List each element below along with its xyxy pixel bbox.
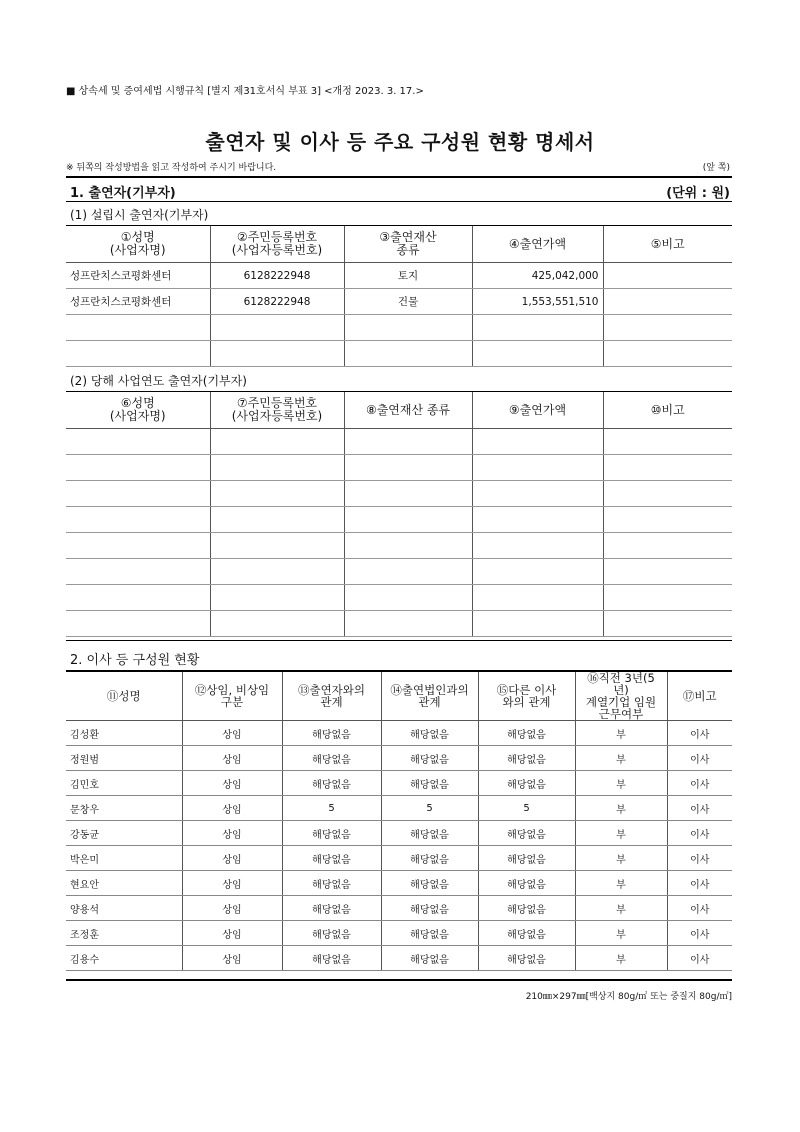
table-row bbox=[66, 796, 732, 821]
table-cell: 상임 bbox=[182, 946, 282, 971]
table-row bbox=[66, 429, 732, 455]
table-cell: 부 bbox=[575, 921, 667, 946]
table-cell bbox=[344, 315, 472, 341]
table-cell: 해당없음 bbox=[478, 871, 575, 896]
table-cell bbox=[210, 533, 344, 559]
table-cell: 5 bbox=[478, 796, 575, 821]
subsection1-title: (1) 설립시 출연자(기부자) bbox=[70, 208, 209, 222]
table-cell: 상임 bbox=[182, 846, 282, 871]
column-header: ③출연재산 종류 bbox=[344, 226, 472, 263]
table-cell bbox=[344, 507, 472, 533]
table-cell bbox=[344, 559, 472, 585]
table-cell: 해당없음 bbox=[282, 846, 381, 871]
table-row bbox=[66, 533, 732, 559]
table-cell: 박은미 bbox=[66, 846, 182, 871]
table-cell bbox=[66, 611, 210, 637]
top-rule bbox=[66, 176, 732, 178]
table-cell bbox=[472, 507, 603, 533]
table-cell: 해당없음 bbox=[381, 896, 478, 921]
table-cell bbox=[472, 585, 603, 611]
table-cell: 조정훈 bbox=[66, 921, 182, 946]
table-cell: 양용석 bbox=[66, 896, 182, 921]
table-cell bbox=[344, 585, 472, 611]
table-cell: 부 bbox=[575, 796, 667, 821]
table-cell: 부 bbox=[575, 771, 667, 796]
table-cell bbox=[344, 341, 472, 367]
table-cell: 상임 bbox=[182, 821, 282, 846]
table-row bbox=[66, 559, 732, 585]
table-cell bbox=[603, 481, 732, 507]
table-cell: 해당없음 bbox=[381, 821, 478, 846]
table-cell: 해당없음 bbox=[282, 871, 381, 896]
table-cell: 부 bbox=[575, 821, 667, 846]
table-cell: 해당없음 bbox=[381, 846, 478, 871]
column-header: ④출연가액 bbox=[472, 226, 603, 263]
table-cell: 문창우 bbox=[66, 796, 182, 821]
table-cell bbox=[472, 559, 603, 585]
table-row bbox=[66, 771, 732, 796]
column-header: ⑬출연자와의 관계 bbox=[282, 672, 381, 721]
table-cell: 부 bbox=[575, 946, 667, 971]
table-cell bbox=[210, 315, 344, 341]
table-cell: 이사 bbox=[667, 821, 732, 846]
table-cell bbox=[210, 611, 344, 637]
table-cell: 건물 bbox=[344, 289, 472, 315]
table-cell bbox=[210, 429, 344, 455]
table-cell: 해당없음 bbox=[381, 921, 478, 946]
table-cell: 상임 bbox=[182, 796, 282, 821]
table-cell: 상임 bbox=[182, 896, 282, 921]
column-header: ⑦주민등록번호 (사업자등록번호) bbox=[210, 392, 344, 429]
table-row bbox=[66, 341, 732, 367]
table-cell: 5 bbox=[381, 796, 478, 821]
table-cell: 425,042,000 bbox=[472, 263, 603, 289]
form-reference-note: ■ 상속세 및 증여세법 시행규칙 [별지 제31호서식 부표 3] <개정 2023. 3. 17.> bbox=[66, 86, 424, 97]
table-cell: 이사 bbox=[667, 871, 732, 896]
instruction-note: ※ 뒤쪽의 작성방법을 읽고 작성하여 주시기 바랍니다. bbox=[66, 163, 277, 173]
table-cell: 6128222948 bbox=[210, 289, 344, 315]
table-cell: 해당없음 bbox=[282, 921, 381, 946]
table-cell: 해당없음 bbox=[381, 771, 478, 796]
table-cell bbox=[603, 559, 732, 585]
table-row bbox=[66, 721, 732, 746]
table-cell bbox=[344, 611, 472, 637]
table-cell: 정원범 bbox=[66, 746, 182, 771]
table-cell bbox=[210, 341, 344, 367]
board-members-table bbox=[66, 672, 732, 971]
table-header-row bbox=[66, 392, 732, 429]
table-row bbox=[66, 481, 732, 507]
table-cell bbox=[66, 315, 210, 341]
column-header: ⑤비고 bbox=[603, 226, 732, 263]
table-row bbox=[66, 946, 732, 971]
paper-spec-footer: 210㎜×297㎜[백상지 80g/㎡ 또는 중질지 80g/㎡] bbox=[525, 992, 732, 1002]
table-cell: 이사 bbox=[667, 771, 732, 796]
table-cell bbox=[210, 559, 344, 585]
table-cell bbox=[66, 533, 210, 559]
table-cell bbox=[210, 507, 344, 533]
table-cell: 부 bbox=[575, 721, 667, 746]
table-row bbox=[66, 315, 732, 341]
table-cell: 김민호 bbox=[66, 771, 182, 796]
table-cell bbox=[472, 429, 603, 455]
current-year-contributors-table bbox=[66, 392, 732, 637]
subsection2-title: (2) 당해 사업연도 출연자(기부자) bbox=[70, 374, 247, 388]
unit-label: (단위 : 원) bbox=[666, 186, 730, 201]
table-cell bbox=[210, 481, 344, 507]
founding-contributors-table bbox=[66, 226, 732, 367]
table-cell bbox=[603, 289, 732, 315]
table-row bbox=[66, 455, 732, 481]
table-cell: 해당없음 bbox=[381, 721, 478, 746]
table-cell: 해당없음 bbox=[478, 921, 575, 946]
table-cell bbox=[472, 455, 603, 481]
table-cell bbox=[66, 585, 210, 611]
table-cell: 해당없음 bbox=[282, 946, 381, 971]
table-cell: 해당없음 bbox=[282, 746, 381, 771]
table-cell bbox=[66, 429, 210, 455]
column-header: ⑪성명 bbox=[66, 672, 182, 721]
table-cell bbox=[603, 429, 732, 455]
table-cell bbox=[210, 585, 344, 611]
table-row bbox=[66, 871, 732, 896]
table-row bbox=[66, 585, 732, 611]
table-cell: 상임 bbox=[182, 721, 282, 746]
table-cell: 부 bbox=[575, 871, 667, 896]
table-cell bbox=[344, 429, 472, 455]
table-cell: 이사 bbox=[667, 921, 732, 946]
table-cell bbox=[66, 481, 210, 507]
table-cell: 해당없음 bbox=[478, 846, 575, 871]
table-cell: 부 bbox=[575, 896, 667, 921]
table-cell bbox=[603, 315, 732, 341]
table-cell: 상임 bbox=[182, 921, 282, 946]
table-cell: 현요안 bbox=[66, 871, 182, 896]
column-header: ①성명 (사업자명) bbox=[66, 226, 210, 263]
table-row bbox=[66, 263, 732, 289]
table-row bbox=[66, 821, 732, 846]
table-cell bbox=[472, 533, 603, 559]
table-cell: 5 bbox=[282, 796, 381, 821]
column-header: ⑥성명 (사업자명) bbox=[66, 392, 210, 429]
table-cell bbox=[603, 455, 732, 481]
table-row bbox=[66, 921, 732, 946]
table-cell: 해당없음 bbox=[282, 721, 381, 746]
table-cell: 이사 bbox=[667, 721, 732, 746]
table-cell: 이사 bbox=[667, 796, 732, 821]
table-header-row bbox=[66, 226, 732, 263]
column-header: ⑩비고 bbox=[603, 392, 732, 429]
column-header: ⑭출연법인과의 관계 bbox=[381, 672, 478, 721]
table-header-row bbox=[66, 672, 732, 721]
section1-rule bbox=[66, 201, 732, 202]
table-cell: 성프란치스코평화센터 bbox=[66, 289, 210, 315]
column-header: ⑨출연가액 bbox=[472, 392, 603, 429]
table-cell: 6128222948 bbox=[210, 263, 344, 289]
table-cell: 부 bbox=[575, 746, 667, 771]
table-cell: 해당없음 bbox=[478, 721, 575, 746]
table-cell bbox=[66, 559, 210, 585]
table-cell bbox=[603, 263, 732, 289]
table-cell bbox=[344, 481, 472, 507]
table-row bbox=[66, 846, 732, 871]
bottom-rule bbox=[66, 979, 732, 981]
table-cell: 성프란치스코평화센터 bbox=[66, 263, 210, 289]
table-cell: 김성환 bbox=[66, 721, 182, 746]
table-cell: 상임 bbox=[182, 771, 282, 796]
table-row bbox=[66, 507, 732, 533]
table-cell: 김용수 bbox=[66, 946, 182, 971]
table-cell bbox=[603, 611, 732, 637]
table-cell bbox=[210, 455, 344, 481]
column-header: ⑫상임, 비상임 구분 bbox=[182, 672, 282, 721]
table-cell: 해당없음 bbox=[381, 871, 478, 896]
table-cell bbox=[472, 341, 603, 367]
table-cell: 이사 bbox=[667, 846, 732, 871]
table-cell bbox=[472, 315, 603, 341]
table-cell bbox=[472, 481, 603, 507]
table-cell bbox=[344, 455, 472, 481]
table-cell: 이사 bbox=[667, 946, 732, 971]
table-row bbox=[66, 611, 732, 637]
document-title: 출연자 및 이사 등 주요 구성원 현황 명세서 bbox=[205, 130, 595, 154]
table-cell bbox=[472, 611, 603, 637]
table-cell bbox=[66, 341, 210, 367]
section2-title: 2. 이사 등 구성원 현황 bbox=[70, 653, 200, 668]
table-cell: 해당없음 bbox=[282, 771, 381, 796]
table-cell bbox=[603, 507, 732, 533]
table-cell: 이사 bbox=[667, 896, 732, 921]
column-header: ⑰비고 bbox=[667, 672, 732, 721]
table-cell: 해당없음 bbox=[478, 746, 575, 771]
column-header: ②주민등록번호 (사업자등록번호) bbox=[210, 226, 344, 263]
table-cell: 해당없음 bbox=[478, 821, 575, 846]
section1-bottom-rule bbox=[66, 640, 732, 641]
table-cell: 강동균 bbox=[66, 821, 182, 846]
table-cell: 부 bbox=[575, 846, 667, 871]
table-row bbox=[66, 289, 732, 315]
table-cell bbox=[344, 533, 472, 559]
table-cell: 해당없음 bbox=[478, 896, 575, 921]
page-side-label: (앞 쪽) bbox=[702, 163, 730, 173]
table-cell bbox=[603, 585, 732, 611]
table-cell: 해당없음 bbox=[381, 746, 478, 771]
column-header: ⑧출연재산 종류 bbox=[344, 392, 472, 429]
table-cell: 해당없음 bbox=[478, 946, 575, 971]
table-cell: 해당없음 bbox=[381, 946, 478, 971]
column-header: ⑯직전 3년(5년) 계열기업 임원 근무여부 bbox=[575, 672, 667, 721]
table-cell bbox=[66, 455, 210, 481]
table-cell bbox=[66, 507, 210, 533]
table-cell: 토지 bbox=[344, 263, 472, 289]
table-cell bbox=[603, 341, 732, 367]
table-cell: 상임 bbox=[182, 746, 282, 771]
table-cell: 해당없음 bbox=[282, 821, 381, 846]
column-header: ⑮다른 이사 와의 관계 bbox=[478, 672, 575, 721]
table-cell: 이사 bbox=[667, 746, 732, 771]
table-cell: 해당없음 bbox=[478, 771, 575, 796]
table-row bbox=[66, 896, 732, 921]
table-cell: 상임 bbox=[182, 871, 282, 896]
table-row bbox=[66, 746, 732, 771]
section1-title: 1. 출연자(기부자) bbox=[70, 186, 176, 201]
table-cell: 해당없음 bbox=[282, 896, 381, 921]
table-cell: 1,553,551,510 bbox=[472, 289, 603, 315]
table-cell bbox=[603, 533, 732, 559]
